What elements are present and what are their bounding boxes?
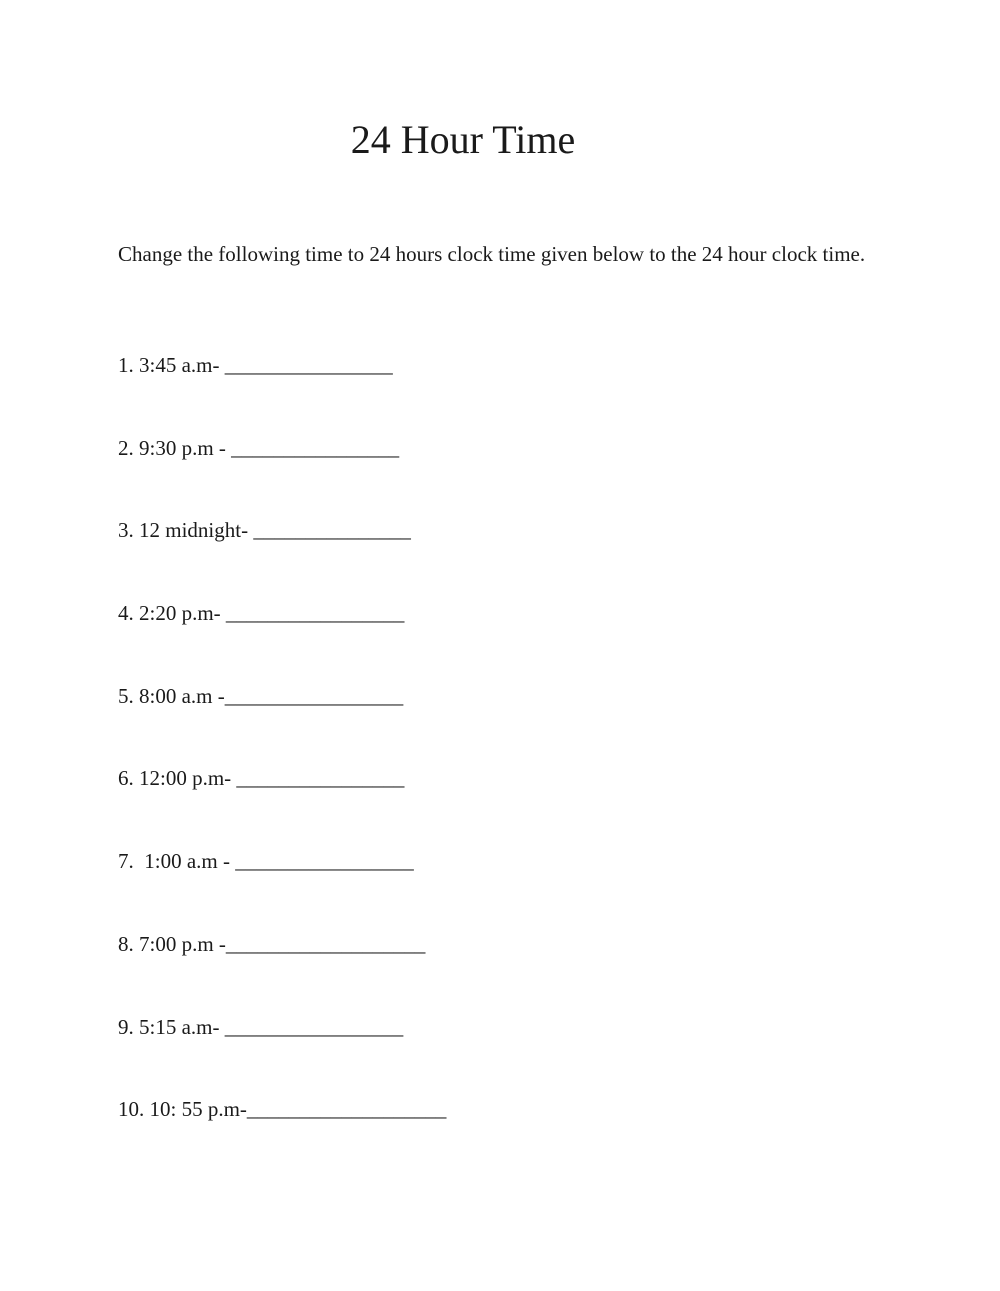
question-item-1: 1. 3:45 a.m- ________________ <box>118 353 393 377</box>
page-title: 24 Hour Time <box>350 117 576 162</box>
question-item-8: 8. 7:00 p.m -___________________ <box>118 931 426 956</box>
question-item-10: 10. 10: 55 p.m-___________________ <box>118 1097 447 1122</box>
instructions-text: Change the following time to 24 hours clock time given below to the 24 hour clock time. <box>118 242 866 266</box>
question-item-5: 5. 8:00 a.m -_________________ <box>118 683 404 708</box>
question-item-4: 4. 2:20 p.m- _________________ <box>118 601 405 626</box>
question-item-2: 2. 9:30 p.m - ________________ <box>118 435 400 460</box>
question-item-3: 3. 12 midnight- _______________ <box>118 518 411 543</box>
question-list <box>118 350 446 1177</box>
question-item-7: 7. 1:00 a.m - _________________ <box>118 849 414 874</box>
question-item-6: 6. 12:00 p.m- ________________ <box>118 766 405 791</box>
question-item-9: 9. 5:15 a.m- _________________ <box>118 1014 404 1039</box>
